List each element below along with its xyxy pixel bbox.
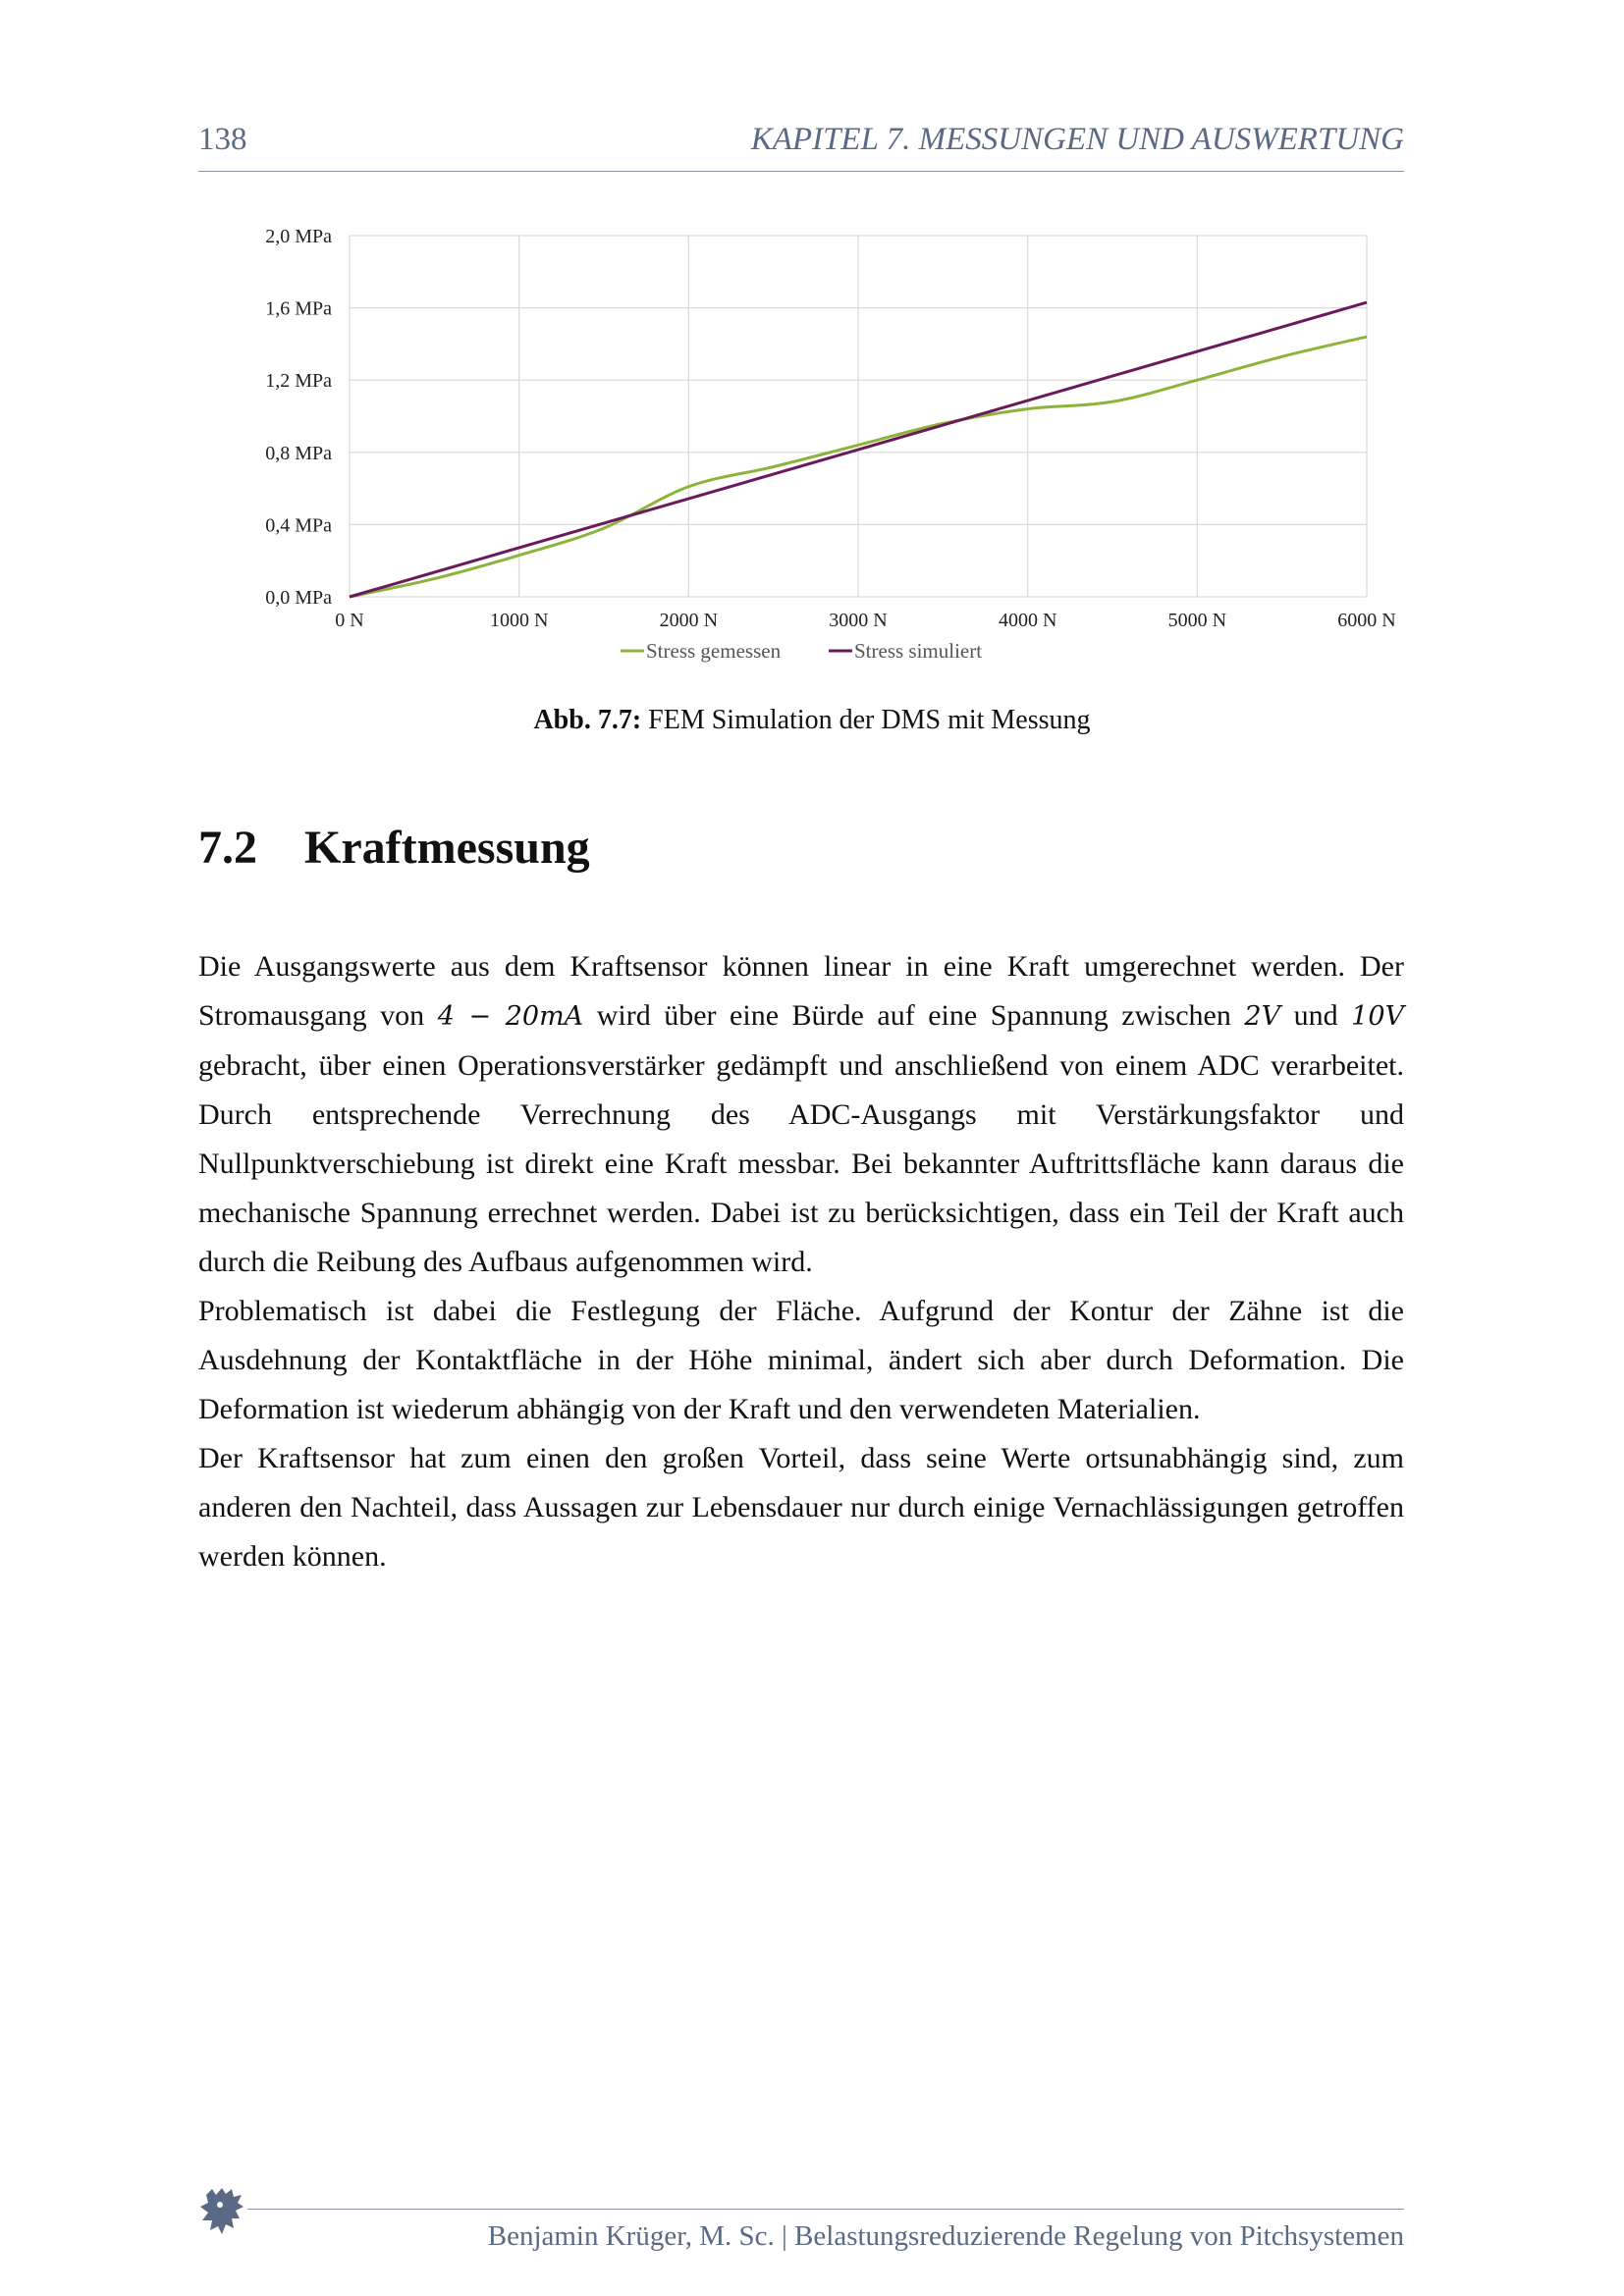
- heraldic-lion-icon: [198, 2185, 247, 2236]
- section-number: 7.2: [198, 822, 257, 874]
- caption-text: FEM Simulation der DMS mit Messung: [641, 705, 1091, 735]
- math-current-range: 4 − 20mA: [437, 1001, 584, 1032]
- legend-label: Stress gemessen: [646, 639, 782, 663]
- caption-label: Abb. 7.7:: [533, 705, 642, 735]
- y-tick-label: 0,8 MPa: [265, 442, 332, 464]
- chapter-title: KAPITEL 7. MESSUNGEN UND AUSWERTUNG: [750, 122, 1404, 157]
- paragraph-3: Der Kraftsensor hat zum einen den großen Vorteil, dass seine Werte ortsunabhängig sind, zum anderen den Nachteil, dass Aussagen zur Lebensdauer nur durch einige Vernachlässigungen getroffen werden können.: [198, 1442, 1404, 1573]
- paragraph-1: Die Ausgangswerte aus dem Kraftsensor können linear in eine Kraft umgerechnet werden. Der Stromausgang von 4 − 20mA wird über eine Bürde auf eine Spannung zwischen 2V und 10V gebracht, über einen Operationsverstärker gedämpft und anschließend von einem ADC verarbeitet. Durch entsprechende Verrechnung des ADC-Ausgangs mit Verstärkungsfaktor und Nullpunktverschiebung ist direkt eine Kraft messbar. Bei bekannter Auftrittsfläche kann daraus die mechanische Spannung errechnet werden. Dabei ist zu berücksichtigen, dass ein Teil der Kraft auch durch die Reibung des Aufbaus aufgenommen wird.: [198, 950, 1404, 1278]
- footer-rule: [247, 2209, 1404, 2210]
- y-tick-label: 1,6 MPa: [265, 297, 332, 320]
- x-tick-label: 1000 N: [489, 610, 549, 631]
- x-tick-label: 0 N: [335, 610, 364, 631]
- y-tick-label: 2,0 MPa: [265, 226, 332, 247]
- x-tick-label: 6000 N: [1337, 610, 1396, 631]
- stress-chart: [196, 218, 1414, 679]
- x-tick-label: 3000 N: [829, 610, 888, 631]
- page-header: [198, 122, 1404, 172]
- x-tick-label: 2000 N: [659, 610, 719, 631]
- y-tick-label: 0,0 MPa: [265, 587, 332, 609]
- footer-text: Benjamin Krüger, M. Sc. | Belastungsreduzierende Regelung von Pitchsystemen: [487, 2220, 1404, 2252]
- y-tick-label: 1,2 MPa: [265, 370, 332, 393]
- x-tick-label: 5000 N: [1167, 610, 1227, 631]
- body-text: [198, 942, 1404, 1581]
- x-tick-label: 4000 N: [998, 610, 1057, 631]
- page-number: 138: [198, 122, 247, 157]
- section-heading: [198, 821, 590, 875]
- math-voltage-high: 10V: [1351, 1001, 1404, 1032]
- paragraph-2: Problematisch ist dabei die Festlegung der Fläche. Aufgrund der Kontur der Zähne ist die Ausdehnung der Kontaktfläche in der Höhe minimal, ändert sich aber durch Deformation. Die Deformation ist wiederum abhängig von der Kraft und den verwendeten Materialien.: [198, 1295, 1404, 1425]
- legend-label: Stress simuliert: [854, 639, 983, 663]
- y-tick-label: 0,4 MPa: [265, 514, 332, 537]
- math-voltage-low: 2V: [1244, 1001, 1281, 1032]
- section-title: Kraftmessung: [304, 822, 590, 874]
- figure-caption: [0, 705, 1624, 736]
